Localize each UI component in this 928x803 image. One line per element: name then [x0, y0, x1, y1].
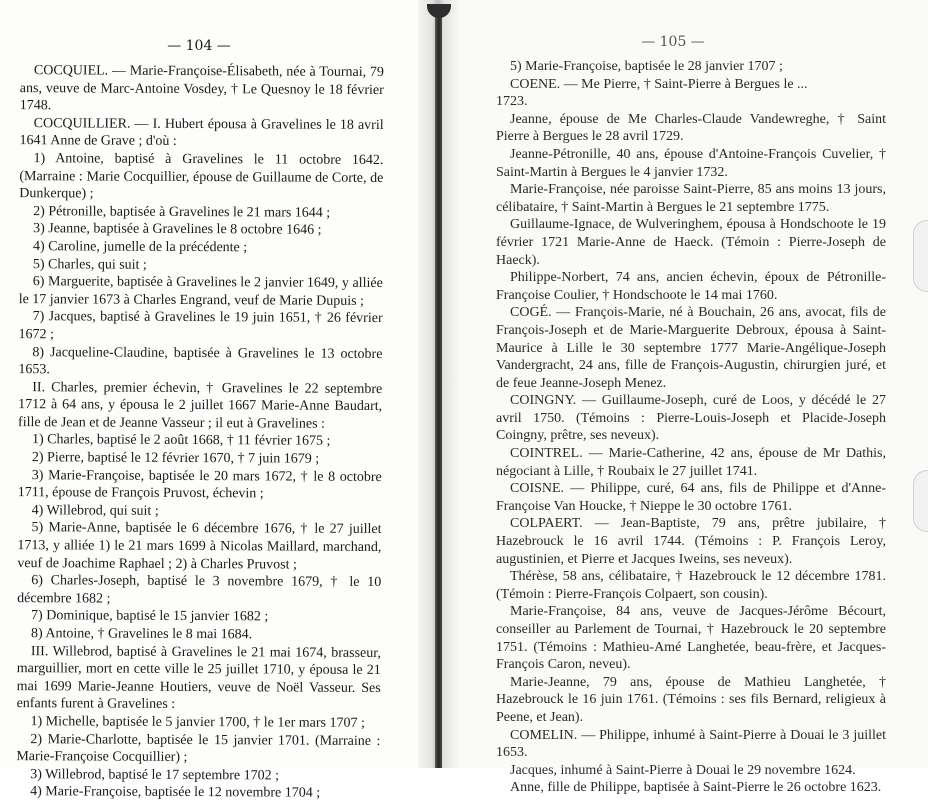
right-page	[458, 0, 928, 796]
entry-cocquillier: COCQUILLIER. — I. Hubert épousa à Gravelines le 18 avril 1641 Anne de Grave ; d'où :	[19, 115, 384, 150]
list-item: 4) Willebrod, qui suit ;	[31, 503, 159, 519]
entry-coene: COENE. — Me Pierre, † Saint-Pierre à Bergues le ...	[510, 76, 808, 92]
entry-cointrel: COINTREL. — Marie-Catherine, 42 ans, épouse de Mr Dathis, négociant à Lille, † Roubaix le 27 juillet 1741.	[496, 446, 886, 479]
list-item: 3) Marie-Françoise, baptisée le 20 mars 1672, † le 8 octobre 1711, épouse de François Pruvost, échevin ;	[17, 467, 382, 502]
list-item: 4) Caroline, jumelle de la précédente ;	[32, 239, 248, 256]
left-page	[0, 0, 418, 802]
list-item: Thérèse, 58 ans, célibataire, † Hazebrouck le 12 décembre 1781. (Témoin : Pierre-François Colpaert, son cousin).	[496, 569, 886, 602]
page-edge-tab	[913, 220, 928, 292]
book-spine	[435, 6, 442, 768]
list-item: 8) Antoine, † Gravelines le 8 mai 1684.	[30, 626, 253, 643]
list-item: Jeanne-Pétronille, 40 ans, épouse d'Antoine-François Cuvelier, † Saint-Martin à Bergues le 4 janvier 1732.	[496, 146, 886, 180]
list-item: 4) Marie-Françoise, baptisée le 12 novembre 1704 ;	[30, 784, 321, 802]
entry-colpaert: COLPAERT. — Jean-Baptiste, 79 ans, prêtre jubilaire, † Hazebrouck le 16 avril 1744. (Témoins : P. François Leroy, augustinien, et Pierre et Jacques Iweins, ses neveux).	[496, 516, 886, 567]
generation-ii: II. Charles, premier échevin, † Gravelines le 22 septembre 1712 à 64 ans, y épousa le 2 juillet 1667 Marie-Anne Baudart, fille de Jean et de Jeanne Vasseur ; il eut à Gravelines :	[18, 379, 383, 432]
list-item: 7) Dominique, baptisé le 15 janvier 1682 ;	[31, 608, 269, 625]
entry-coingny: COINGNY. — Guillaume-Joseph, curé de Loos, y décédé le 27 avril 1750. (Témoins : Pierre-Louis-Joseph et Placide-Joseph Coingny, prêtre, ses neveux).	[496, 393, 886, 444]
list-item: 2) Pétronille, baptisée à Gravelines le 21 mars 1644 ;	[33, 203, 331, 221]
list-item: Marie-Françoise, née paroisse Saint-Pierre, 85 ans moins 13 jours, célibataire, † Saint-Martin à Bergues le 21 septembre 1775.	[496, 182, 886, 215]
right-page-text	[458, 52, 928, 797]
list-item: Jacques, inhumé à Saint-Pierre à Douai le 29 novembre 1624.	[510, 762, 856, 778]
page-edge-tab	[913, 470, 928, 532]
list-item: Marie-Jeanne, 79 ans, épouse de Mathieu Langhetée, † Hazebrouck le 16 juin 1761. (Témoins : ses fils Bernard, religieux à Peene, et Jean).	[496, 674, 886, 725]
list-item: 6) Marguerite, baptisée à Gravelines le 2 janvier 1649, y alliée le 17 janvier 1673 à Charles Engrand, veuf de Marie Dupuis ;	[18, 274, 383, 309]
list-item: Anne, fille de Philippe, baptisée à Saint-Pierre le 26 octobre 1623.	[510, 780, 882, 796]
list-item: 5) Charles, qui suit ;	[32, 256, 147, 273]
left-page-number: — 104 —	[167, 38, 231, 54]
generation-iii: III. Willebrod, baptisé à Gravelines le 21 mai 1674, brasseur, marguillier, mort en cette ville le 25 juillet 1710, y épousa le 21 mai 1699 Marie-Jeanne Houtiers, veuve de Noël Vasseur. Ses enfants furent à Gravelines :	[16, 643, 381, 713]
list-item: 3) Willebrod, baptisé le 17 septembre 1702 ;	[30, 766, 280, 784]
entry-coisne: COISNE. — Philippe, curé, 64 ans, fils de Philippe et d'Anne-Françoise Van Houcke, † Nieppe le 30 octobre 1761.	[496, 481, 886, 514]
list-item: 5) Marie-Anne, baptisée le 6 décembre 1676, † le 27 juillet 1713, y alliée 1) le 21 mars 1699 à Nicolas Maillard, marchand, veuf de Joachime Raphael ; 2) à Charles Pruvost ;	[17, 520, 382, 573]
list-item: Marie-Françoise, 84 ans, veuve de Jacques-Jérôme Bécourt, conseiller au Parlement de Tournai, † Hazebrouck le 20 septembre 1751. (Témoins : Mathieu-Amé Langhetée, beau-frère, et Jacques-François Caron, neveu).	[496, 604, 886, 673]
list-item: 1) Charles, baptisé le 2 août 1668, † 11 février 1675 ;	[31, 432, 331, 450]
entry-cocquiel: COCQUIEL. — Marie-Françoise-Élisabeth, née à Tournai, 79 ans, veuve de Marc-Antoine Vosdey, † Le Quesnoy le 18 février 1748.	[19, 63, 384, 114]
list-item: 2) Pierre, baptisé le 12 février 1670, † 7 juin 1679 ;	[31, 450, 320, 467]
list-item: 1723.	[496, 94, 528, 110]
entry-comelin: COMELIN. — Philippe, inhumé à Saint-Pierre à Douai le 3 juillet 1653.	[496, 727, 886, 761]
left-page-text	[0, 56, 418, 803]
list-item: 7) Jacques, baptisé à Gravelines le 19 juin 1651, † 26 février 1672 ;	[18, 309, 383, 343]
list-item: Guillaume-Ignace, de Wulveringhem, épousa à Hondschoote le 19 février 1721 Marie-Anne de Haeck. (Témoin : Pierre-Joseph de Haeck).	[496, 217, 886, 268]
list-item: 6) Charles-Joseph, baptisé le 3 novembre 1679, † le 10 décembre 1682 ;	[17, 573, 382, 607]
entry-coge: COGÉ. — François-Marie, né à Bouchain, 26 ans, avocat, fils de François-Joseph et de Marie-Marguerite Debroux, épousa à Saint-Maurice à Lille le 30 septembre 1777 Marie-Angélique-Joseph Vandergracht, 24 ans, fille de François-Augustin, chirurgien juré, et de feue Jeanne-Joseph Menez.	[496, 305, 886, 391]
list-item: 5) Marie-Françoise, baptisée le 28 janvier 1707 ;	[510, 59, 783, 74]
list-item: Jeanne, épouse de Me Charles-Claude Vandewreghe, † Saint Pierre à Bergues le 28 avril 1729.	[496, 111, 886, 145]
list-item: Philippe-Norbert, 74 ans, ancien échevin, époux de Pétronille-Françoise Coulier, † Hondschoote le 14 mai 1760.	[496, 270, 886, 303]
list-item: 1) Antoine, baptisé à Gravelines le 11 octobre 1642. (Marraine : Marie Cocquillier, épouse de Guillaume de Corte, de Dunkerque) ;	[19, 151, 384, 202]
list-item: 2) Marie-Charlotte, baptisée le 15 janvier 1701. (Marraine : Marie-Françoise Cocquillier) ;	[16, 731, 381, 766]
list-item: 8) Jacqueline-Claudine, baptisée à Gravelines le 13 octobre 1653.	[18, 344, 383, 378]
list-item: 1) Michelle, baptisée le 5 janvier 1700, † le 1er mars 1707 ;	[30, 714, 365, 731]
list-item: 3) Jeanne, baptisée à Gravelines le 8 octobre 1646 ;	[33, 221, 322, 239]
right-page-number: — 105 —	[641, 34, 705, 50]
